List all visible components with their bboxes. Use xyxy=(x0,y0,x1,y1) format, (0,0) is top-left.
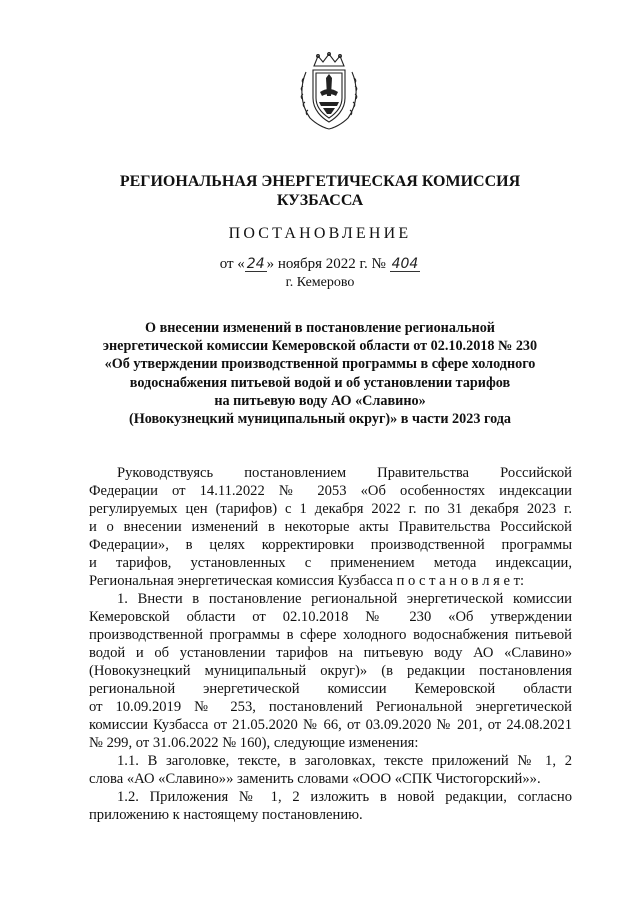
document-type: ПОСТАНОВЛЕНИЕ xyxy=(228,225,412,242)
body-line: Федерации», в целях корректировки производственной программы xyxy=(89,537,572,553)
document-date-line xyxy=(0,256,640,273)
kuzbass-coat-of-arms-icon xyxy=(296,52,362,132)
body-line: от 10.09.2019 № 253, постановлений Региональной энергетической xyxy=(89,699,572,715)
date-day-handwritten: 24 xyxy=(246,256,265,272)
body-line: 1.2. Приложения № 1, 2 изложить в новой редакции, согласно xyxy=(117,789,572,805)
body-line: комиссии Кузбасса от 21.05.2020 № 66, от 03.09.2020 № 201, от 24.08.2021 xyxy=(89,717,572,733)
date-middle: » ноября 2022 г. № xyxy=(266,256,386,272)
title-line: О внесении изменений в постановление региональной xyxy=(145,320,495,336)
document-body xyxy=(89,464,572,824)
document-city: г. Кемерово xyxy=(285,275,355,290)
title-line: водоснабжения питьевой водой и об установлении тарифов xyxy=(129,374,511,391)
body-line: № 299, от 31.06.2022 № 160), следующие изменения: xyxy=(89,735,419,751)
body-line: регулируемых цен (тарифов) с 1 декабря 2022 г. по 31 декабря 2023 г. xyxy=(89,501,572,517)
body-line: (Новокузнецкий муниципальный округ)» (в редакции постановления xyxy=(89,663,572,679)
body-line: и о внесении изменений в некоторые акты Правительства Российской xyxy=(89,519,572,535)
title-line: (Новокузнецкий муниципальный округ)» в части 2023 года xyxy=(128,411,512,428)
body-line: Кемеровской области от 02.10.2018 № 230 «Об утверждении xyxy=(89,609,572,625)
body-line: водой и об установлении тарифов на питьевую воду АО «Славино» xyxy=(89,645,572,661)
title-line: «Об утверждении производственной программы в сфере холодного xyxy=(104,356,536,373)
document-number-handwritten: 404 xyxy=(391,256,419,272)
body-line: Руководствуясь постановлением Правительства Российской xyxy=(117,465,572,481)
document-title xyxy=(90,319,550,428)
date-prefix: от « xyxy=(219,256,245,272)
title-line: энергетической комиссии Кемеровской области от 02.10.2018 № 230 xyxy=(102,338,538,355)
body-line: региональной энергетической комиссии Кемеровской области xyxy=(89,681,572,697)
body-line: Региональная энергетическая комиссия Кузбасса п о с т а н о в л я е т: xyxy=(89,573,525,589)
body-line: слова «АО «Славино»» заменить словами «ООО «СПК Чистогорский»». xyxy=(89,771,541,787)
body-line: 1. Внести в постановление региональной энергетической комиссии xyxy=(117,591,572,607)
body-line: производственной программы в сфере холодного водоснабжения питьевой xyxy=(89,627,572,643)
body-line: приложению к настоящему постановлению. xyxy=(89,807,363,823)
body-line: Федерации от 14.11.2022 № 2053 «Об особенностях индексации xyxy=(89,483,572,499)
organization-name-line1: РЕГИОНАЛЬНАЯ ЭНЕРГЕТИЧЕСКАЯ КОМИССИЯ xyxy=(119,173,521,190)
body-line: и тарифов, установленных с применением метода индексации, xyxy=(89,555,572,571)
organization-name-line2: КУЗБАССА xyxy=(276,192,364,209)
title-line: на питьевую воду АО «Славино» xyxy=(214,392,426,409)
body-line: 1.1. В заголовке, тексте, в заголовках, тексте приложений № 1, 2 xyxy=(117,753,572,769)
